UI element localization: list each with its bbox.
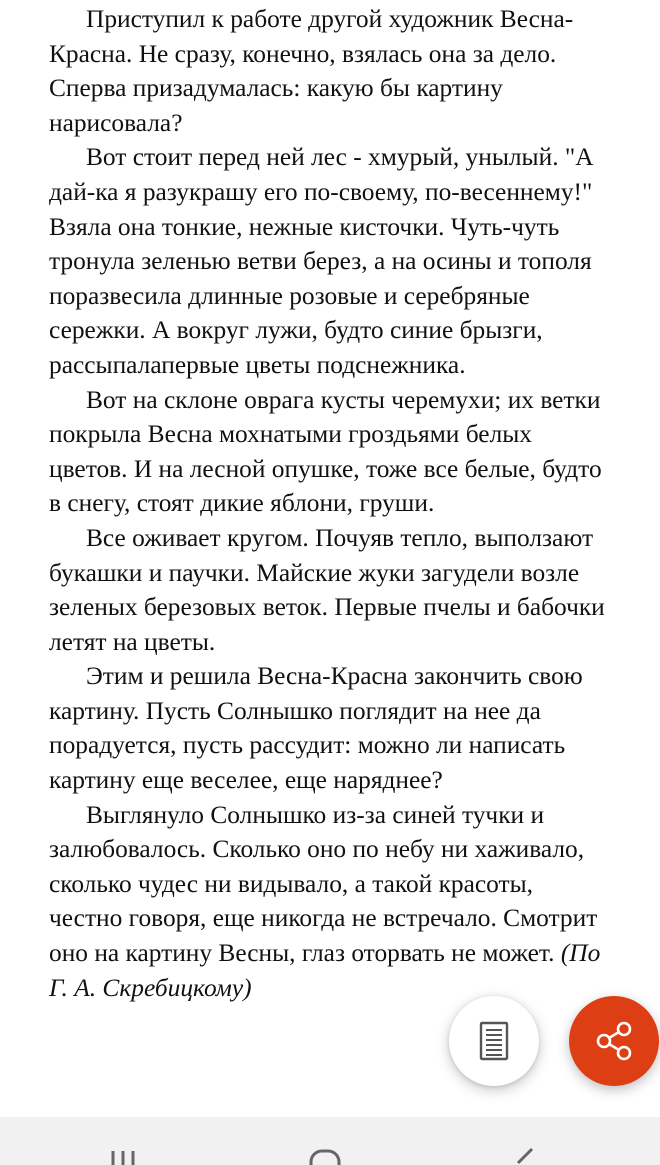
paragraph-last	[49, 798, 609, 1006]
paragraph: Все оживает кругом. Почуяв тепло, выползают букашки и паучки. Майские жуки загудели возле зеленых березовых веток. Первые пчелы и бабочки летят на цветы.	[49, 523, 605, 656]
article-text	[49, 2, 609, 1005]
system-navigation-bar	[0, 1117, 660, 1165]
back-icon	[496, 1145, 556, 1165]
paragraph: Вот стоит перед ней лес - хмурый, унылый. "А дай-ка я разукрашу его по-своему, по-весеннему!" Взяла она тонкие, нежные кисточки. Чуть-чуть тронула зеленью ветви берез, а на осины и тополя поразвесила длинные розовые и серебряные сережки. А вокруг лужи, будто синие брызги, рассыпалапервые цветы подснежника.	[49, 143, 594, 379]
share-icon	[592, 1019, 636, 1063]
share-button[interactable]	[569, 996, 659, 1086]
author-credit: (По Г. А. Скребицкому)	[49, 939, 601, 1002]
home-button[interactable]	[296, 1145, 356, 1165]
home-icon	[296, 1145, 356, 1165]
back-button[interactable]	[496, 1145, 556, 1165]
paragraph-last-text: Выглянуло Солнышко из-за синей тучки и залюбовалось. Сколько оно по небу ни хаживало, сколько чудес ни видывало, а такой красоты, честно говоря, еще никогда не встречало. Смотрит оно на картину Весны, глаз оторвать не может.	[49, 800, 598, 968]
recent-apps-icon	[96, 1145, 156, 1165]
document-button[interactable]	[449, 996, 539, 1086]
paragraph: Этим и решила Весна-Красна закончить свою картину. Пусть Солнышко поглядит на нее да порадуется, пусть рассудит: можно ли написать картину еще веселее, еще наряднее?	[49, 662, 583, 795]
paragraph: Вот на склоне оврага кусты черемухи; их ветки покрыла Весна мохнатыми гроздьями белых цветов. И на лесной опушке, тоже все белые, будто в снегу, стоят дикие яблони, груши.	[49, 385, 602, 518]
paragraph: Приступил к работе другой художник Весна-Красна. Не сразу, конечно, взялась она за дело. Сперва призадумалась: какую бы картину нарисовала?	[49, 5, 574, 137]
document-icon	[479, 1021, 509, 1061]
recent-apps-button[interactable]	[96, 1145, 156, 1165]
